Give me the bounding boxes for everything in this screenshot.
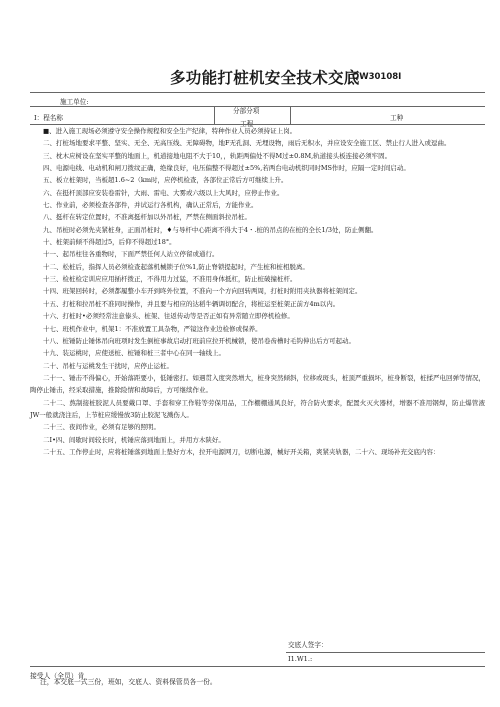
paragraph-7: 七、作业前，必须检查各部件，并试运行各机构，确认正常后，方能作业。 <box>43 201 258 210</box>
project-name-label: I：程名称 <box>34 114 63 122</box>
paragraph-6: 六、在挺杆顶部应安装卷雷针，大雨、雷电、大雾或六级以上大风时，应停止作业。 <box>43 188 284 197</box>
paragraph-2: 二、打桩场地要求平整、坚实、无全、无高压线、无障碍物，地F无孔洞、无埋设物，雨后无积水，并应设安全施工区、禁止行人进入或逗曲。 <box>43 139 451 148</box>
paragraph-15: 十五、打桩和拉吊桩不准同时操作，并且要与相应的达稻牛辆调切配合，将桩运至桩架正前方4m以内。 <box>43 299 340 308</box>
paragraph-22: 二十二、熬制接桩胶泥人员要戴口罩、手套和穿工作鞋等劳保用品，工作棚棚通风良好，符合防火要求，配置火灭火器材，增器不准用钢焊，防止爆管液JW一般就浇注后，上节桩应缓慢放3防止胶泥飞溅伤人。 <box>30 398 485 419</box>
form-bottom-border <box>30 666 485 667</box>
paragraph-5: 五、板立桩架时，当板超1.6~2（km时，应停机检查，各部位正常后方可继续上升。 <box>43 176 288 185</box>
signature-divider <box>286 652 485 653</box>
distribution-note: 注，本交底一式三份，班如，交底人、资料保管员各一份。 <box>40 678 217 686</box>
handover-signature-label: 交底人签字： <box>288 641 328 649</box>
form-column-divider <box>290 106 291 124</box>
paragraph-19: 十九、装运桃时，应使送桩、桩锤和桩三者中心在同一轴线上。 <box>43 349 225 358</box>
paragraph-9: 九、吊桩时必须先夹紧桩身，正面吊桩时，♦与导杆中心距离不得大于4・.桩的吊点的在桩的全长1/3处，防止侧翻。 <box>43 225 378 234</box>
document-code: QW30108I <box>352 72 402 82</box>
form-column-divider <box>214 106 215 124</box>
construction-unit-label: 施工单位: <box>60 98 89 106</box>
paragraph-17: 十七、班机作业中，机架1：不准放置工具杂物，严镜这作业边检修或保养。 <box>43 324 262 333</box>
paragraph-12: 十二、松桩后，指挥人员必须检查起落机械锁子位%1,防止脊锁提起时，产生桩和桩相脱离。 <box>43 262 309 271</box>
signature-placeholder: I1.W1.: <box>288 655 313 663</box>
disclosure-content <box>30 125 485 458</box>
paragraph-13: 十三、检桩检定训应应用插杆拨正，不得用力过猛，不准用身体抵杠，防止桩破撞桩杆。 <box>43 275 297 284</box>
paragraph-21: 二十一、锤击不得偏心，开始落距要小，低锤密打。如遇贯入度突然增大，桩身突然倾斜，位移或斑头，桩顶严重损坏，桩身断裂，桩揉严电回弹等情况，陶停止锤击，经采取措施，推除险情和故障后，方可继续作业。 <box>30 373 485 395</box>
paragraph-8: 八、挺杆在转定位置时，不准离挺杆加以外吊桩，严禁在侧面斜拉吊桩。 <box>43 213 251 222</box>
title-row <box>0 66 500 90</box>
paragraph-1: ■、进入施工现场必须遵守安全操作规程和安全生产纪律，特种作业人员必须持证上岗。 <box>43 127 297 135</box>
paragraph-14: 十四、班架回转时，必须都履整小车开到咚外位置，不准向一个方向回转两周，打桩时附用夹执器将桩架间定。 <box>43 287 362 296</box>
paragraph-16: 十六、打桩时•必须经常注意傣头、桩架、往返传动等是否正如有异常随立即停机检修。 <box>43 312 294 321</box>
paragraph-11: 十一、起吊柱往各重物时，下面严禁任何人站立停留或通行。 <box>43 250 219 259</box>
paragraph-24: 二I•四、间歇时间较长时，机锤应落到地面上，并用方木陕好。 <box>43 435 225 444</box>
disclosure-form <box>30 92 485 680</box>
form-top-border <box>30 92 485 93</box>
sub-project-label-line1: 分部分项 <box>233 107 260 115</box>
sub-project-label-line2: 工程 <box>240 120 254 128</box>
paragraph-25: 二十五、工作停止时，应将桩锤落到地面上垫好方木，拉开电源网刀，切断电源，械好开关箱，爽紧夹轨器，二十六、现场补充交底内容： <box>43 447 440 456</box>
paragraph-23: 二十三、夜间作业，必须有足够的照明。 <box>43 423 160 432</box>
paragraph-18: 十八、桩锤防止锤体吊向班项时发生倒桩事故启动打班前应拉开机械锁，使吊卷齿槽时毛钩伸出后方可起动。 <box>43 336 355 345</box>
trade-label: 工种 <box>390 114 404 122</box>
receiver-signature-label: 接受人（全员）肯 <box>30 672 85 680</box>
paragraph-4: 四、电源电线、电动机和闸刀拨纹正确，绝缘良好，电压偏整不得超过±5%,若两台电动机织同时MS作时，应隔一定时间启动。 <box>43 164 410 173</box>
paragraph-10: 十、桩架前倾不得超过5，后仰不得超过18°。 <box>43 238 176 247</box>
paragraph-3: 三、枕木应树设在坚实平整的地面上，机道接地电阻不大于10，，轨距两偏处不得M过±0.8M,轨道接头板连接必须牢固。 <box>43 151 392 160</box>
paragraph-20: 二十、吊桩与运桃发生干扰时，应停止运桩。 <box>43 361 173 370</box>
page-title: 多功能打桩机安全技术交底 <box>170 68 360 87</box>
